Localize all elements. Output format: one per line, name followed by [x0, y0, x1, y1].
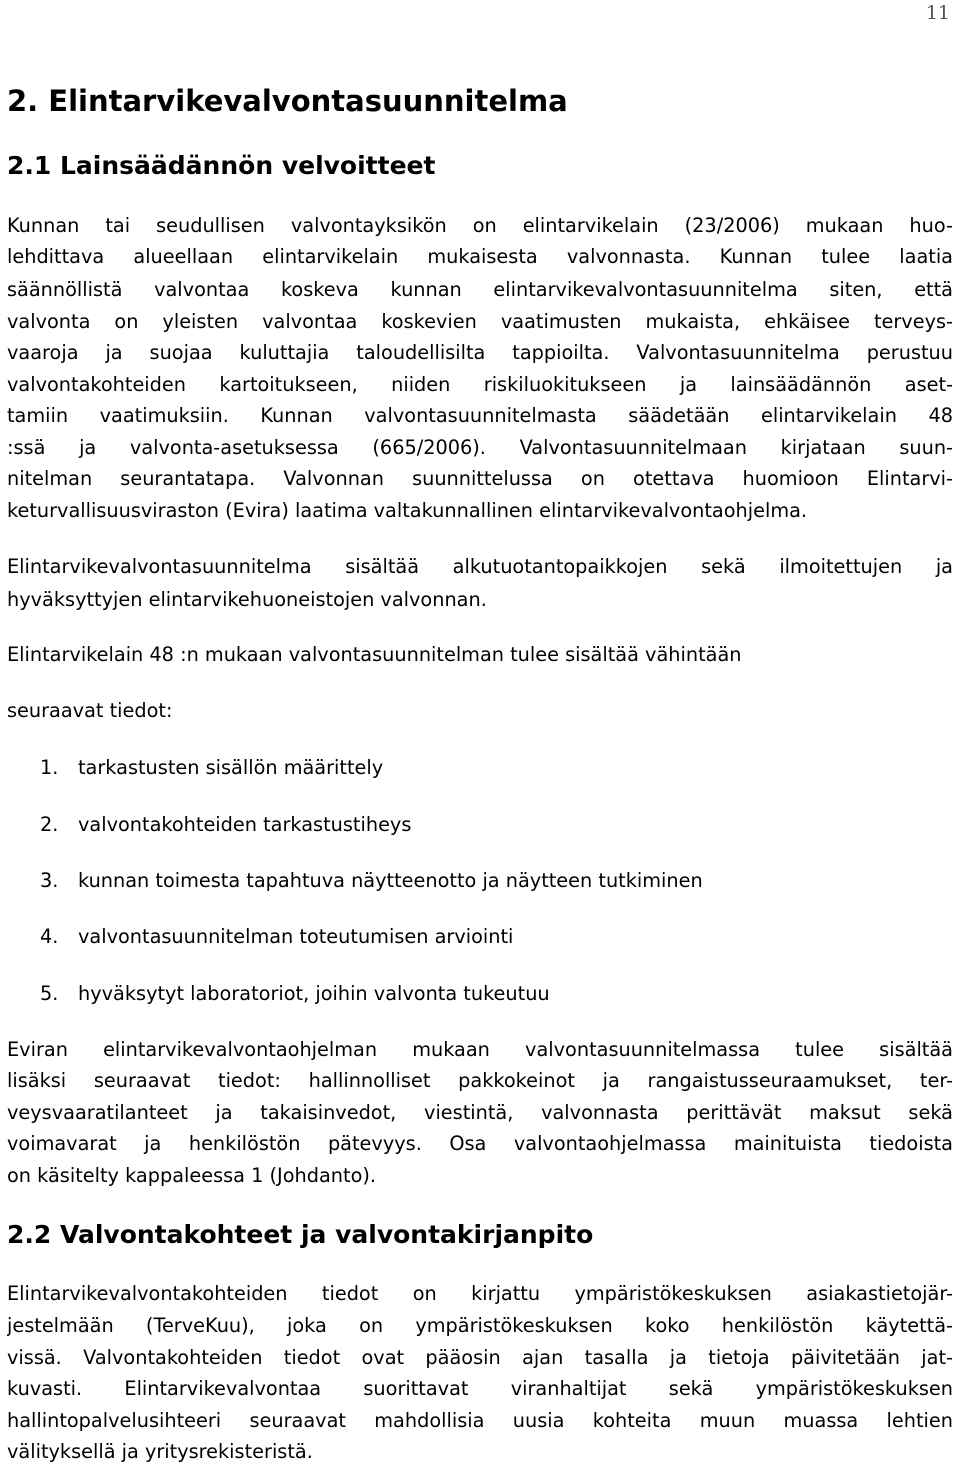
paragraph-1-line: nitelman seurantatapa. Valvonnan suunnittelussa on otettava huomioon Elintarvi- — [7, 467, 953, 490]
paragraph-5-line: kuvasti. Elintarvikevalvontaa suorittavat viranhaltijat sekä ympäristökeskuksen — [7, 1377, 953, 1400]
paragraph-5-line: jestelmään (TerveKuu), joka on ympäristökeskuksen koko henkilöstön käytettä- — [7, 1314, 953, 1337]
paragraph-4-line: Eviran elintarvikevalvontaohjelman mukaan valvontasuunnitelmassa tulee sisältää — [7, 1038, 953, 1061]
list-item-text: tarkastusten sisällön määrittely — [78, 756, 384, 779]
chapter-heading: 2. Elintarvikevalvontasuunnitelma — [7, 84, 568, 118]
paragraph-5-line: Elintarvikevalvontakohteiden tiedot on kirjattu ympäristökeskuksen asiakastietojär- — [7, 1282, 953, 1305]
list-item-text: kunnan toimesta tapahtuva näytteenotto ja näytteen tutkiminen — [78, 869, 703, 892]
section-heading-2-1: 2.1 Lainsäädännön velvoitteet — [7, 151, 436, 180]
paragraph-1-line: vaaroja ja suojaa kuluttajia taloudellisilta tappioilta. Valvontasuunnitelma perustuu — [7, 341, 953, 364]
section-heading-2-2: 2.2 Valvontakohteet ja valvontakirjanpito — [7, 1220, 594, 1249]
paragraph-1-line: valvontakohteiden kartoitukseen, niiden riskiluokitukseen ja lainsäädännön aset- — [7, 373, 953, 396]
list-item-number: 2. — [40, 813, 59, 836]
list-item-number: 5. — [40, 982, 59, 1005]
paragraph-5-line: hallintopalvelusihteeri seuraavat mahdollisia uusia kohteita muun muassa lehtien — [7, 1409, 953, 1432]
list-item-number: 3. — [40, 869, 59, 892]
paragraph-3-line: Elintarvikelain 48 :n mukaan valvontasuunnitelman tulee sisältää vähintään — [7, 643, 742, 666]
list-item-number: 1. — [40, 756, 59, 779]
paragraph-5-line: välityksellä ja yritysrekisteristä. — [7, 1440, 313, 1463]
paragraph-4-line: veysvaaratilanteet ja takaisinvedot, viestintä, valvonnasta perittävät maksut sekä — [7, 1101, 953, 1124]
paragraph-4-line: voimavarat ja henkilöstön pätevyys. Osa valvontaohjelmassa mainituista tiedoista — [7, 1132, 953, 1155]
page-number: 11 — [925, 2, 950, 24]
list-item-text: valvontasuunnitelman toteutumisen arviointi — [78, 925, 514, 948]
paragraph-1-line: tamiin vaatimuksiin. Kunnan valvontasuunnitelmasta säädetään elintarvikelain 48 — [7, 404, 953, 427]
list-item-number: 4. — [40, 925, 59, 948]
paragraph-5-line: vissä. Valvontakohteiden tiedot ovat pääosin ajan tasalla ja tietoja päivitetään jat- — [7, 1346, 953, 1369]
paragraph-1-line: :ssä ja valvonta-asetuksessa (665/2006). Valvontasuunnitelmaan kirjataan suun- — [7, 436, 953, 459]
paragraph-2-line: Elintarvikevalvontasuunnitelma sisältää alkutuotantopaikkojen sekä ilmoitettujen ja — [7, 555, 953, 578]
paragraph-4-line: on käsitelty kappaleessa 1 (Johdanto). — [7, 1164, 377, 1187]
list-item-text: valvontakohteiden tarkastustiheys — [78, 813, 412, 836]
paragraph-1-line: valvonta on yleisten valvontaa koskevien vaatimusten mukaista, ehkäisee terveys- — [7, 310, 953, 333]
list-item-text: hyväksytyt laboratoriot, joihin valvonta tukeutuu — [78, 982, 550, 1005]
paragraph-1-line: keturvallisuusviraston (Evira) laatima valtakunnallinen elintarvikevalvontaohjelma. — [7, 499, 808, 522]
paragraph-2-line: hyväksyttyjen elintarvikehuoneistojen valvonnan. — [7, 588, 487, 611]
paragraph-1-line: säännöllistä valvontaa koskeva kunnan elintarvikevalvontasuunnitelma siten, että — [7, 278, 953, 301]
paragraph-3-line: seuraavat tiedot: — [7, 699, 173, 722]
paragraph-1-line: Kunnan tai seudullisen valvontayksikön on elintarvikelain (23/2006) mukaan huo- — [7, 214, 953, 237]
paragraph-1-line: lehdittava alueellaan elintarvikelain mukaisesta valvonnasta. Kunnan tulee laatia — [7, 245, 953, 268]
paragraph-4-line: lisäksi seuraavat tiedot: hallinnolliset pakkokeinot ja rangaistusseuraamukset, ter- — [7, 1069, 953, 1092]
